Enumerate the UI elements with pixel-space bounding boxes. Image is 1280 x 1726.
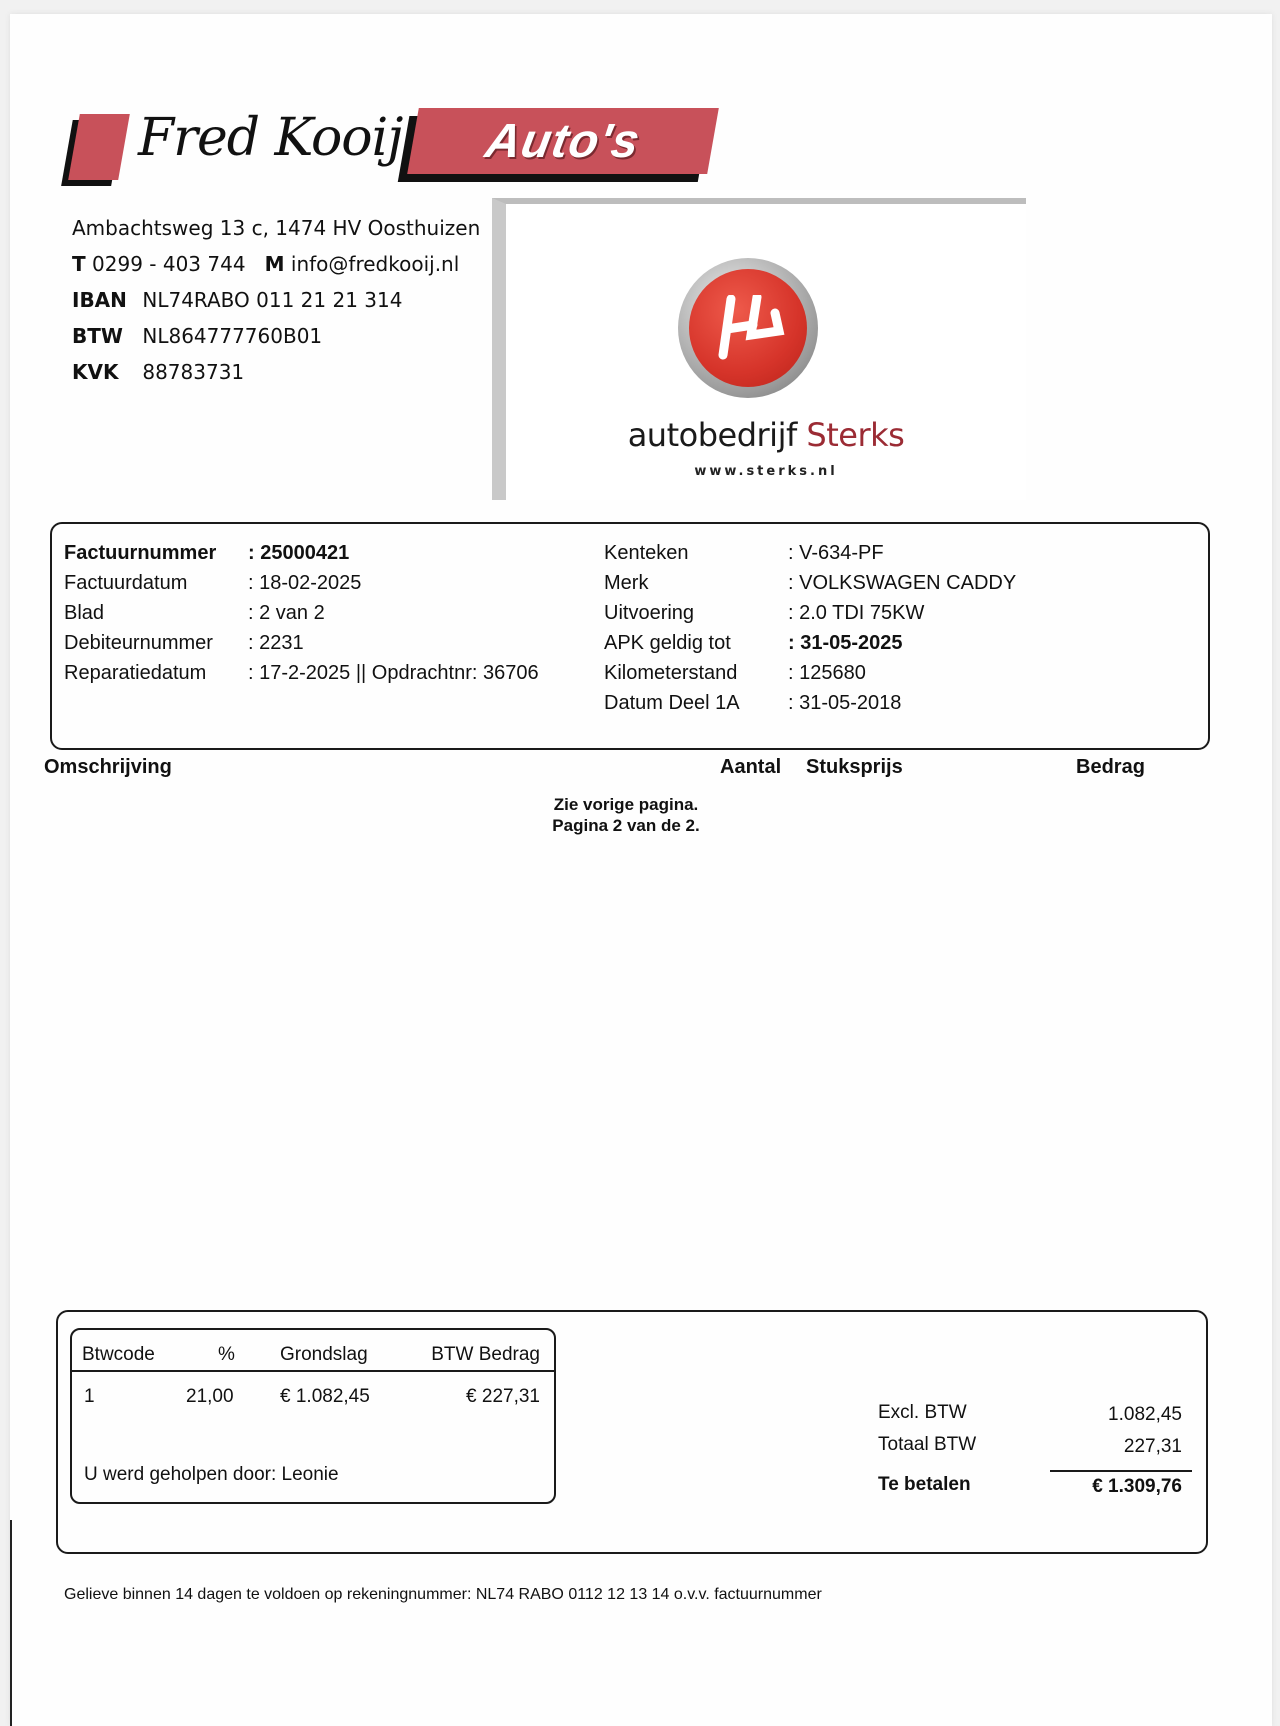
logo-autos-text: Auto's: [481, 115, 645, 168]
vat-percent: 21,00: [186, 1386, 234, 1407]
gearshift-h-icon: [713, 295, 785, 361]
invoice-row: [64, 568, 539, 598]
helped-by: U werd geholpen door: Leonie: [84, 1464, 339, 1485]
vehicle-label: Kenteken: [604, 542, 689, 564]
company-address: Ambachtsweg 13 c, 1474 HV Oosthuizen: [72, 216, 481, 240]
vehicle-row: [604, 628, 1016, 658]
invoice-page: [10, 14, 1272, 1726]
excl-vat-label: Excl. BTW: [878, 1402, 967, 1423]
invoice-value: : 17-2-2025 || Opdrachtnr: 36706: [248, 662, 539, 684]
vehicle-row: [604, 688, 1016, 718]
vat-base: € 1.082,45: [280, 1386, 370, 1407]
vehicle-value: : V-634-PF: [788, 542, 884, 564]
iban-value: NL74RABO 011 21 21 314: [142, 288, 403, 312]
vehicle-value: : 31-05-2018: [788, 692, 902, 714]
scan-edge-line: [10, 1520, 12, 1726]
invoice-info-box: [50, 522, 1210, 750]
totals-divider: [1050, 1470, 1192, 1472]
customer-url: www.sterks.nl: [694, 464, 838, 479]
vehicle-row: [604, 658, 1016, 688]
vehicle-label: Merk: [604, 572, 649, 594]
vehicle-value: : 31-05-2025: [788, 632, 903, 654]
vehicle-details: [604, 538, 1016, 718]
invoice-details: [64, 538, 539, 688]
logo-script-text: Fred Kooij: [138, 108, 403, 168]
kvk-label: KVK: [72, 360, 119, 384]
vehicle-label: Datum Deel 1A: [604, 692, 740, 714]
totals-box: [56, 1310, 1208, 1554]
company-details: [72, 210, 480, 390]
btw-label: BTW: [72, 324, 123, 348]
vat-header-amount: BTW Bedrag: [431, 1344, 540, 1365]
invoice-label: Reparatiedatum: [64, 662, 207, 684]
company-phone: 0299 - 403 744: [92, 252, 246, 276]
invoice-value: : 2231: [248, 632, 304, 654]
fred-kooij-logo: [68, 102, 668, 192]
invoice-label: Factuurdatum: [64, 572, 188, 594]
invoice-value: : 18-02-2025: [248, 572, 362, 594]
invoice-row: [64, 538, 539, 568]
vat-header-percent: %: [218, 1344, 235, 1365]
customer-name-part1: autobedrijf: [627, 416, 797, 454]
invoice-label: Factuurnummer: [64, 542, 217, 564]
vehicle-label: APK geldig tot: [604, 632, 731, 654]
invoice-value: : 2 van 2: [248, 602, 325, 624]
vehicle-row: [604, 568, 1016, 598]
logo-autos-badge: [407, 108, 719, 174]
amount-due-value: € 1.309,76: [1092, 1476, 1182, 1497]
col-header-quantity: Aantal: [720, 756, 782, 778]
col-header-description: Omschrijving: [44, 756, 172, 778]
sterks-logo-icon: [678, 258, 818, 398]
mail-label: M: [264, 252, 285, 276]
vehicle-label: Uitvoering: [604, 602, 695, 624]
col-header-unit-price: Stuksprijs: [806, 756, 903, 778]
page-indicator: Pagina 2 van de 2.: [552, 816, 700, 835]
vat-table-header: [72, 1344, 554, 1372]
vat-code: 1: [84, 1386, 95, 1407]
payment-instructions: Gelieve binnen 14 dagen te voldoen op rekeningnummer: NL74 RABO 0112 12 13 14 o.v.v. factuurnummer: [64, 1586, 822, 1603]
vehicle-row: [604, 598, 1016, 628]
vat-table: [70, 1328, 556, 1504]
company-kvk: [72, 354, 480, 390]
customer-name-part2: Sterks: [806, 416, 905, 454]
amount-due-label: Te betalen: [878, 1474, 971, 1495]
iban-label: IBAN: [72, 288, 127, 312]
vehicle-value: : 125680: [788, 662, 866, 684]
total-vat-value: 227,31: [1123, 1436, 1182, 1457]
invoice-value: : 25000421: [248, 542, 350, 564]
invoice-label: Debiteurnummer: [64, 632, 213, 654]
customer-name: [506, 416, 1026, 454]
total-vat-label: Totaal BTW: [878, 1434, 977, 1455]
invoice-row: [64, 598, 539, 628]
vehicle-value: : VOLKSWAGEN CADDY: [788, 572, 1017, 594]
company-iban: [72, 282, 480, 318]
invoice-label: Blad: [64, 602, 105, 624]
btw-value: NL864777760B01: [142, 324, 323, 348]
see-previous-page: Zie vorige pagina.: [553, 795, 699, 814]
continuation-note: [10, 794, 1242, 836]
company-email: info@fredkooij.nl: [290, 252, 460, 276]
vat-header-base: Grondslag: [280, 1344, 368, 1365]
vat-header-code: Btwcode: [82, 1344, 155, 1365]
company-btw: [72, 318, 480, 354]
excl-vat-value: 1.082,45: [1108, 1404, 1182, 1425]
logo-red-block: [68, 114, 130, 180]
phone-label: T: [72, 252, 86, 276]
company-contact: [72, 246, 480, 282]
customer-business-card: [492, 198, 1026, 500]
kvk-value: 88783731: [142, 360, 245, 384]
vehicle-value: : 2.0 TDI 75KW: [788, 602, 925, 624]
vehicle-row: [604, 538, 1016, 568]
vehicle-label: Kilometerstand: [604, 662, 738, 684]
invoice-row: [64, 628, 539, 658]
vat-amount: € 227,31: [466, 1386, 540, 1407]
col-header-amount: Bedrag: [1076, 756, 1145, 778]
invoice-row: [64, 658, 539, 688]
